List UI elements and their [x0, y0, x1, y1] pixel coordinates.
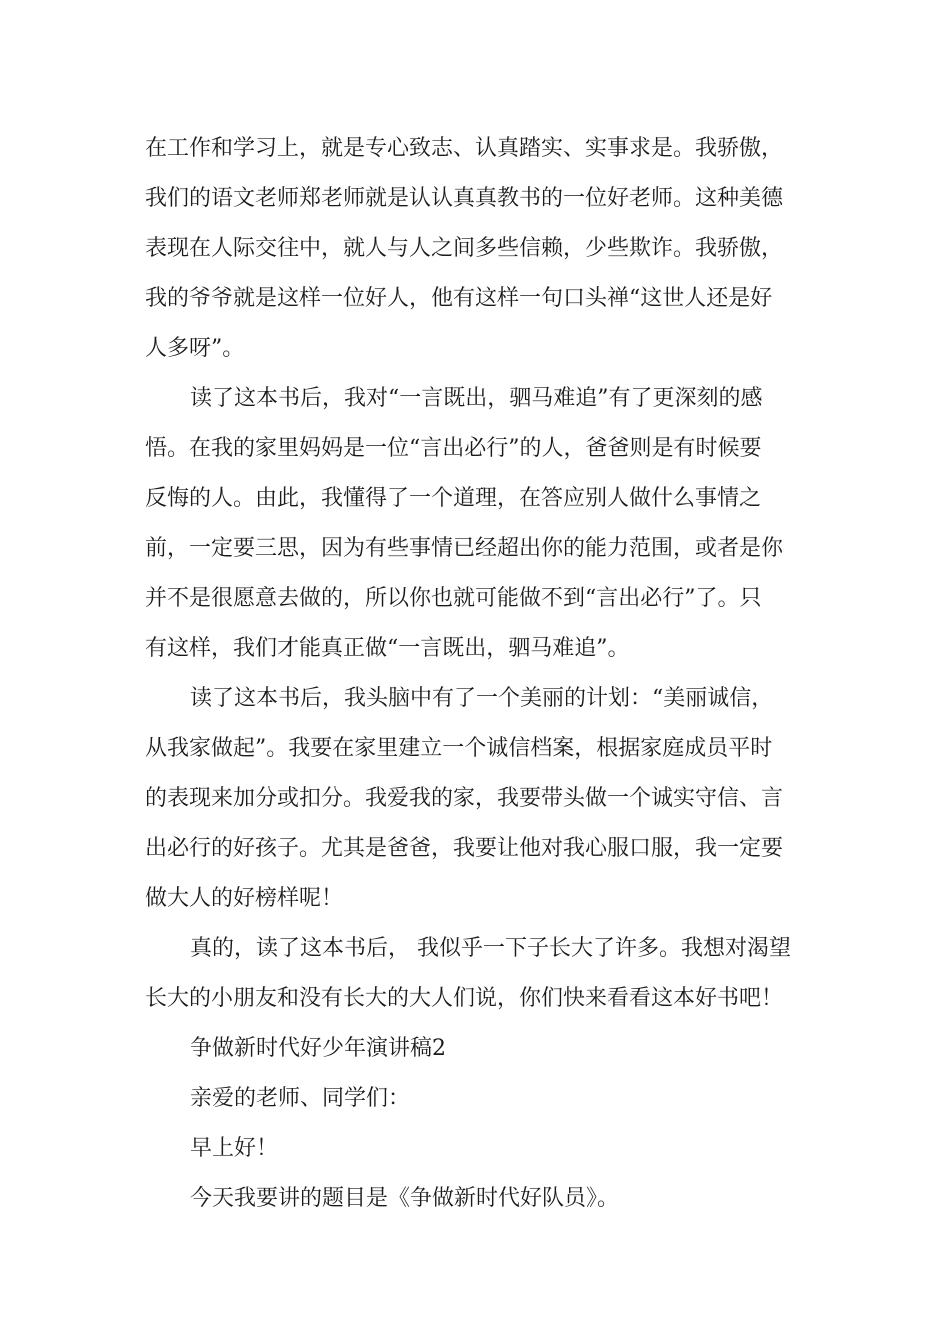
text-line: 前，一定要三思，因为有些事情已经超出你的能力范围，或者是你	[145, 536, 784, 561]
greeting-line: 早上好！	[190, 1136, 279, 1161]
text-line: 的表现来加分或扣分。我爱我的家，我要带头做一个诚实守信、言	[145, 786, 784, 811]
text-line: 读了这本书后，我头脑中有了一个美丽的计划：“美丽诚信，	[190, 686, 774, 711]
text-line: 有这样，我们才能真正做“一言既出，驷马难追”。	[145, 636, 630, 661]
text-line: 在工作和学习上，就是专心致志、认真踏实、实事求是。我骄傲，	[145, 136, 784, 161]
text-line: 我们的语文老师郑老师就是认认真真教书的一位好老师。这种美德	[145, 186, 784, 211]
text-line: 人多呀”。	[145, 336, 245, 361]
text-line: 我的爷爷就是这样一位好人，他有这样一句口头禅“这世人还是好	[145, 286, 773, 311]
greeting-line: 亲爱的老师、同学们：	[190, 1086, 411, 1111]
text-line: 长大的小朋友和没有长大的大人们说，你们快来看看这本好书吧！	[145, 986, 784, 1011]
text-line: 读了这本书后，我对“一言既出，驷马难追”有了更深刻的感	[190, 386, 763, 411]
text-line: 从我家做起”。我要在家里建立一个诚信档案，根据家庭成员平时	[145, 736, 773, 761]
text-line: 出必行的好孩子。尤其是爸爸，我要让他对我心服口服，我一定要	[145, 836, 784, 861]
text-line: 今天我要讲的题目是《争做新时代好队员》。	[190, 1186, 620, 1211]
text-line: 悟。在我的家里妈妈是一位“言出必行”的人，爸爸则是有时候要	[145, 436, 762, 461]
text-line: 表现在人际交往中，就人与人之间多些信赖，少些欺诈。我骄傲，	[145, 236, 784, 261]
text-line: 真的，读了这本书后， 我似乎一下子长大了许多。我想对渴望	[190, 936, 791, 961]
text-line: 反悔的人。由此，我懂得了一个道理，在答应别人做什么事情之	[145, 486, 762, 511]
text-line: 并不是很愿意去做的，所以你也就可能做不到“言出必行”了。只	[145, 586, 762, 611]
text-line: 做大人的好榜样呢！	[145, 886, 344, 911]
section-heading: 争做新时代好少年演讲稿2	[190, 1036, 446, 1061]
